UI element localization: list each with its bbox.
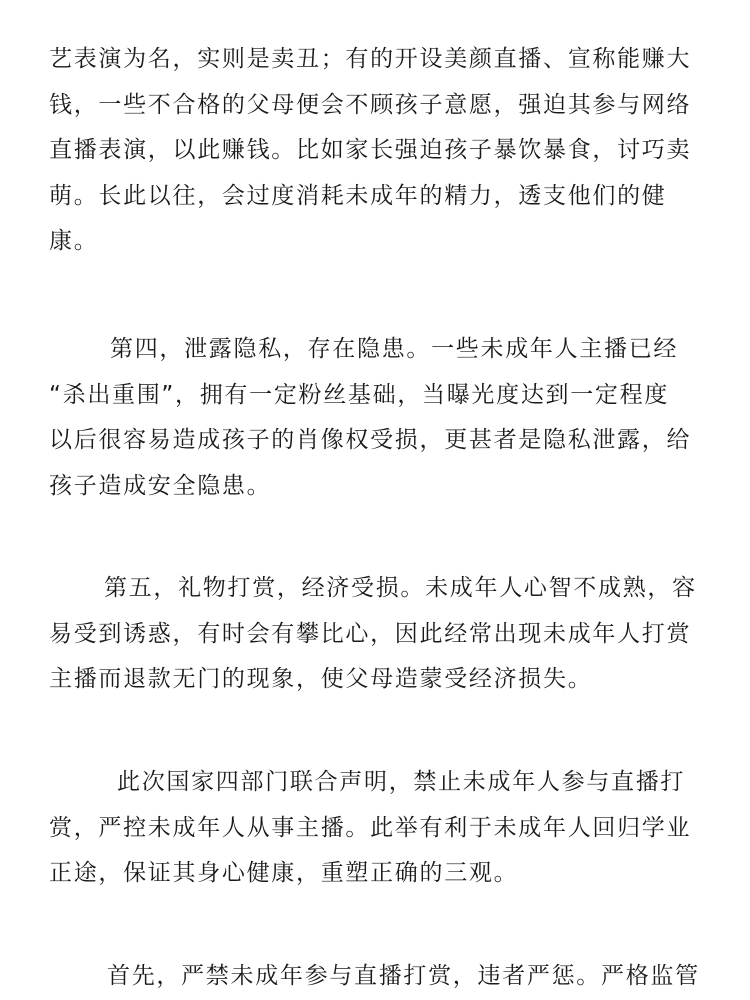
paragraph-2 (49, 327, 691, 509)
text-line: 赏，严控未成年人从事主播。此举有利于未成年人回归学业 (49, 814, 692, 841)
text-line: 易受到诱惑，有时会有攀比心，因此经常出现未成年人打赏 (49, 620, 692, 647)
paragraph-3 (49, 566, 697, 703)
paragraph-5 (49, 954, 700, 1000)
paragraph-4 (49, 760, 691, 897)
text-line: 首先，严禁未成年参与直播打赏，违者严惩。严格监管 (107, 963, 700, 989)
text-line: 第五，礼物打赏，经济受损。未成年人心智不成熟，容 (104, 575, 697, 601)
text-line: “杀出重围”，拥有一定粉丝基础，当曝光度达到一定程度 (49, 381, 670, 408)
text-line: 第四，泄露隐私，存在隐患。一些未成年人主播已经 (110, 336, 679, 362)
text-line: 孩子造成安全隐患。 (49, 472, 272, 499)
text-line: 康。 (49, 228, 99, 254)
text-line: 钱，一些不合格的父母便会不顾孩子意愿，强迫其参与网络 (49, 91, 692, 118)
text-line: 主播而退款无门的现象，使父母造蒙受经济损失。 (49, 666, 593, 692)
text-line: 正途，保证其身心健康，重塑正确的三观。 (49, 860, 519, 886)
text-line: 此次国家四部门联合声明，禁止未成年人参与直播打 (117, 769, 686, 795)
text-line: 直播表演，以此赚钱。比如家长强迫孩子暴饮暴食，讨巧卖 (49, 137, 692, 163)
text-line: 艺表演为名，实则是卖丑；有的开设美颜直播、宣称能赚大 (49, 46, 692, 72)
text-line: 以后很容易造成孩子的肖像权受损，更甚者是隐私泄露，给 (49, 427, 692, 453)
text-line: 萌。长此以往，会过度消耗未成年的精力，透支他们的健 (49, 182, 667, 209)
paragraph-1 (49, 37, 691, 265)
